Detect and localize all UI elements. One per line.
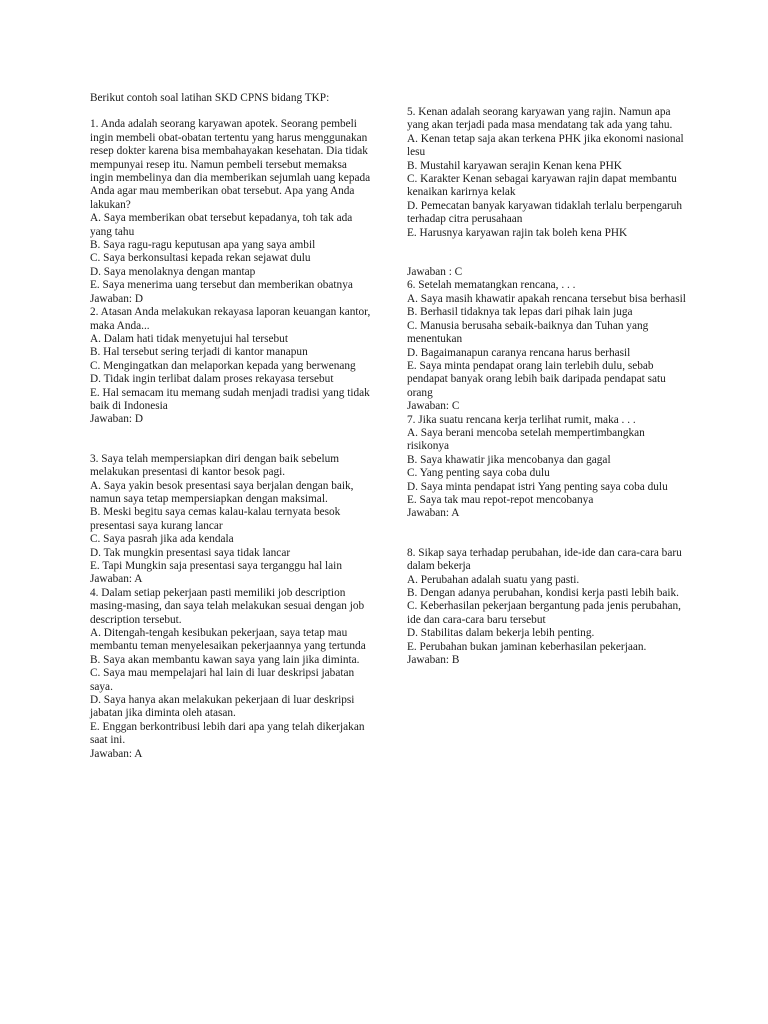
- option-d: D. Bagaimanapun caranya rencana harus berhasil: [407, 346, 631, 359]
- option-d: D. Tidak ingin terlibat dalam proses rekayasa tersebut: [90, 373, 334, 386]
- option-b: B. Berhasil tidaknya tak lepas dari pihak lain juga: [407, 306, 633, 319]
- option-a: A. Saya masih khawatir apakah rencana tersebut bisa berhasil: [407, 292, 686, 305]
- option-c: C. Saya berkonsultasi kepada rekan sejawat dulu: [90, 252, 311, 265]
- options-list: [407, 574, 689, 654]
- question-text: 4. Dalam setiap pekerjaan pasti memiliki job description masing-masing, dan saya telah melakukan sesuai dengan job description tersebut.: [90, 586, 365, 626]
- options-list: [90, 333, 372, 413]
- option-d: D. Pemecatan banyak karyawan tidaklah terlalu berpengaruh terhadap citra perusahaan: [407, 199, 683, 226]
- question-text: 7. Jika suatu rencana kerja terlihat rumit, maka . . .: [407, 413, 636, 426]
- option-a: A. Kenan tetap saja akan terkena PHK jika ekonomi nasional lesu: [407, 132, 684, 159]
- question-text: 3. Saya telah mempersiapkan diri dengan baik sebelum melakukan presentasi di kantor besok pagi.: [90, 452, 340, 479]
- answer-text: Jawaban: B: [407, 654, 460, 667]
- option-e: E. Tapi Mungkin saja presentasi saya terganggu hal lain: [90, 560, 342, 572]
- option-b: B. Saya khawatir jika mencobanya dan gagal: [407, 453, 611, 466]
- option-d: D. Saya menolaknya dengan mantap: [90, 265, 256, 278]
- options-list: [90, 627, 372, 748]
- intro-text: Berikut contoh soal latihan SKD CPNS bidang TKP:: [90, 92, 330, 104]
- answer-text: Jawaban: A: [90, 573, 143, 586]
- question-text: 6. Setelah mematangkan rencana, . . .: [407, 279, 576, 292]
- option-d: D. Saya hanya akan melakukan pekerjaan di luar deskripsi jabatan jika diminta oleh atasan.: [90, 694, 355, 720]
- answer-text: Jawaban: C: [407, 400, 460, 413]
- question-2: [90, 306, 372, 427]
- option-b: B. Mustahil karyawan serajin Kenan kena PHK: [407, 159, 622, 172]
- left-column: [90, 92, 372, 761]
- option-d: D. Tak mungkin presentasi saya tidak lancar: [90, 546, 291, 559]
- option-c: C. Karakter Kenan sebagai karyawan rajin dapat membantu kenaikan karirnya kelak: [407, 173, 677, 199]
- answer-text: Jawaban: A: [90, 747, 143, 760]
- option-e: E. Enggan berkontribusi lebih dari apa yang telah dikerjakan saat ini.: [90, 720, 365, 747]
- option-b: B. Saya ragu-ragu keputusan apa yang saya ambil: [90, 239, 316, 252]
- option-e: E. Saya minta pendapat orang lain terlebih dulu, sebab pendapat banyak orang lebih baik daripada pendapat satu orang: [407, 359, 666, 399]
- question-text: 5. Kenan adalah seorang karyawan yang rajin. Namun apa yang akan terjadi pada masa mendatang tak ada yang tahu.: [407, 106, 673, 132]
- option-a: A. Saya yakin besok presentasi saya berjalan dengan baik, namun saya tetap mempersiapkan dengan maksimal.: [90, 479, 354, 505]
- option-c: C. Saya mau mempelajari hal lain di luar deskripsi jabatan saya.: [90, 667, 355, 693]
- option-c: C. Manusia berusaha sebaik-baiknya dan Tuhan yang menentukan: [407, 319, 649, 346]
- option-a: A. Ditengah-tengah kesibukan pekerjaan, saya tetap mau membantu teman menyelesaikan pekerjaannya yang tertunda: [90, 627, 366, 653]
- option-b: B. Meski begitu saya cemas kalau-kalau ternyata besok presentasi saya kurang lancar: [90, 506, 341, 532]
- option-c: C. Saya pasrah jika ada kendala: [90, 533, 234, 546]
- question-4: [90, 587, 372, 761]
- question-text: 8. Sikap saya terhadap perubahan, ide-ide dan cara-cara baru dalam bekerja: [407, 546, 682, 573]
- answer-text: Jawaban: A: [407, 507, 460, 520]
- option-a: A. Perubahan adalah suatu yang pasti.: [407, 573, 580, 586]
- question-text: 1. Anda adalah seorang karyawan apotek. Seorang pembeli ingin membeli obat-obatan tertentu yang harus menggunakan resep dokter karena bisa membahayakan kesehatan. Dia tidak mempunyai resep itu. Namun pembeli tersebut memaksa ingin membelinya dan dia memberikan sejumlah uang kepada Anda agar mau memberikan obat tersebut. Apa yang Anda lakukan?: [90, 118, 371, 211]
- question-5: [407, 106, 689, 279]
- option-d: D. Saya minta pendapat istri Yang penting saya coba dulu: [407, 480, 668, 493]
- right-column: [407, 106, 689, 667]
- question-8: [407, 547, 689, 668]
- answer-text: Jawaban: D: [90, 413, 144, 426]
- options-list: [407, 427, 689, 507]
- option-a: A. Saya berani mencoba setelah mempertimbangkan risikonya: [407, 426, 645, 453]
- options-list: [90, 480, 372, 574]
- option-b: B. Saya akan membantu kawan saya yang lain jika diminta.: [90, 653, 360, 666]
- option-c: C. Yang penting saya coba dulu: [407, 467, 550, 480]
- question-7: [407, 414, 689, 521]
- options-list: [90, 212, 372, 292]
- question-1: [90, 118, 372, 306]
- answer-text: Jawaban: D: [90, 292, 144, 305]
- option-e: E. Saya tak mau repot-repot mencobanya: [407, 493, 594, 506]
- answer-text: Jawaban : C: [407, 266, 463, 279]
- option-e: E. Saya menerima uang tersebut dan memberikan obatnya: [90, 279, 353, 292]
- question-6: [407, 279, 689, 413]
- options-list: [407, 133, 689, 240]
- option-b: B. Hal tersebut sering terjadi di kantor manapun: [90, 346, 308, 359]
- option-c: C. Keberhasilan pekerjaan bergantung pada jenis perubahan, ide dan cara-cara baru tersebut: [407, 600, 681, 626]
- question-3: [90, 453, 372, 587]
- options-list: [407, 293, 689, 400]
- option-a: A. Dalam hati tidak menyetujui hal tersebut: [90, 332, 288, 345]
- option-c: C. Mengingatkan dan melaporkan kepada yang berwenang: [90, 359, 356, 372]
- option-e: E. Harusnya karyawan rajin tak boleh kena PHK: [407, 226, 628, 239]
- question-text: 2. Atasan Anda melakukan rekayasa laporan keuangan kantor, maka Anda...: [90, 306, 371, 332]
- option-e: E. Perubahan bukan jaminan keberhasilan pekerjaan.: [407, 640, 647, 653]
- option-d: D. Stabilitas dalam bekerja lebih penting.: [407, 627, 595, 640]
- option-a: A. Saya memberikan obat tersebut kepadanya, toh tak ada yang tahu: [90, 212, 353, 238]
- option-b: B. Dengan adanya perubahan, kondisi kerja pasti lebih baik.: [407, 587, 679, 599]
- option-e: E. Hal semacam itu memang sudah menjadi tradisi yang tidak baik di Indonesia: [90, 386, 370, 412]
